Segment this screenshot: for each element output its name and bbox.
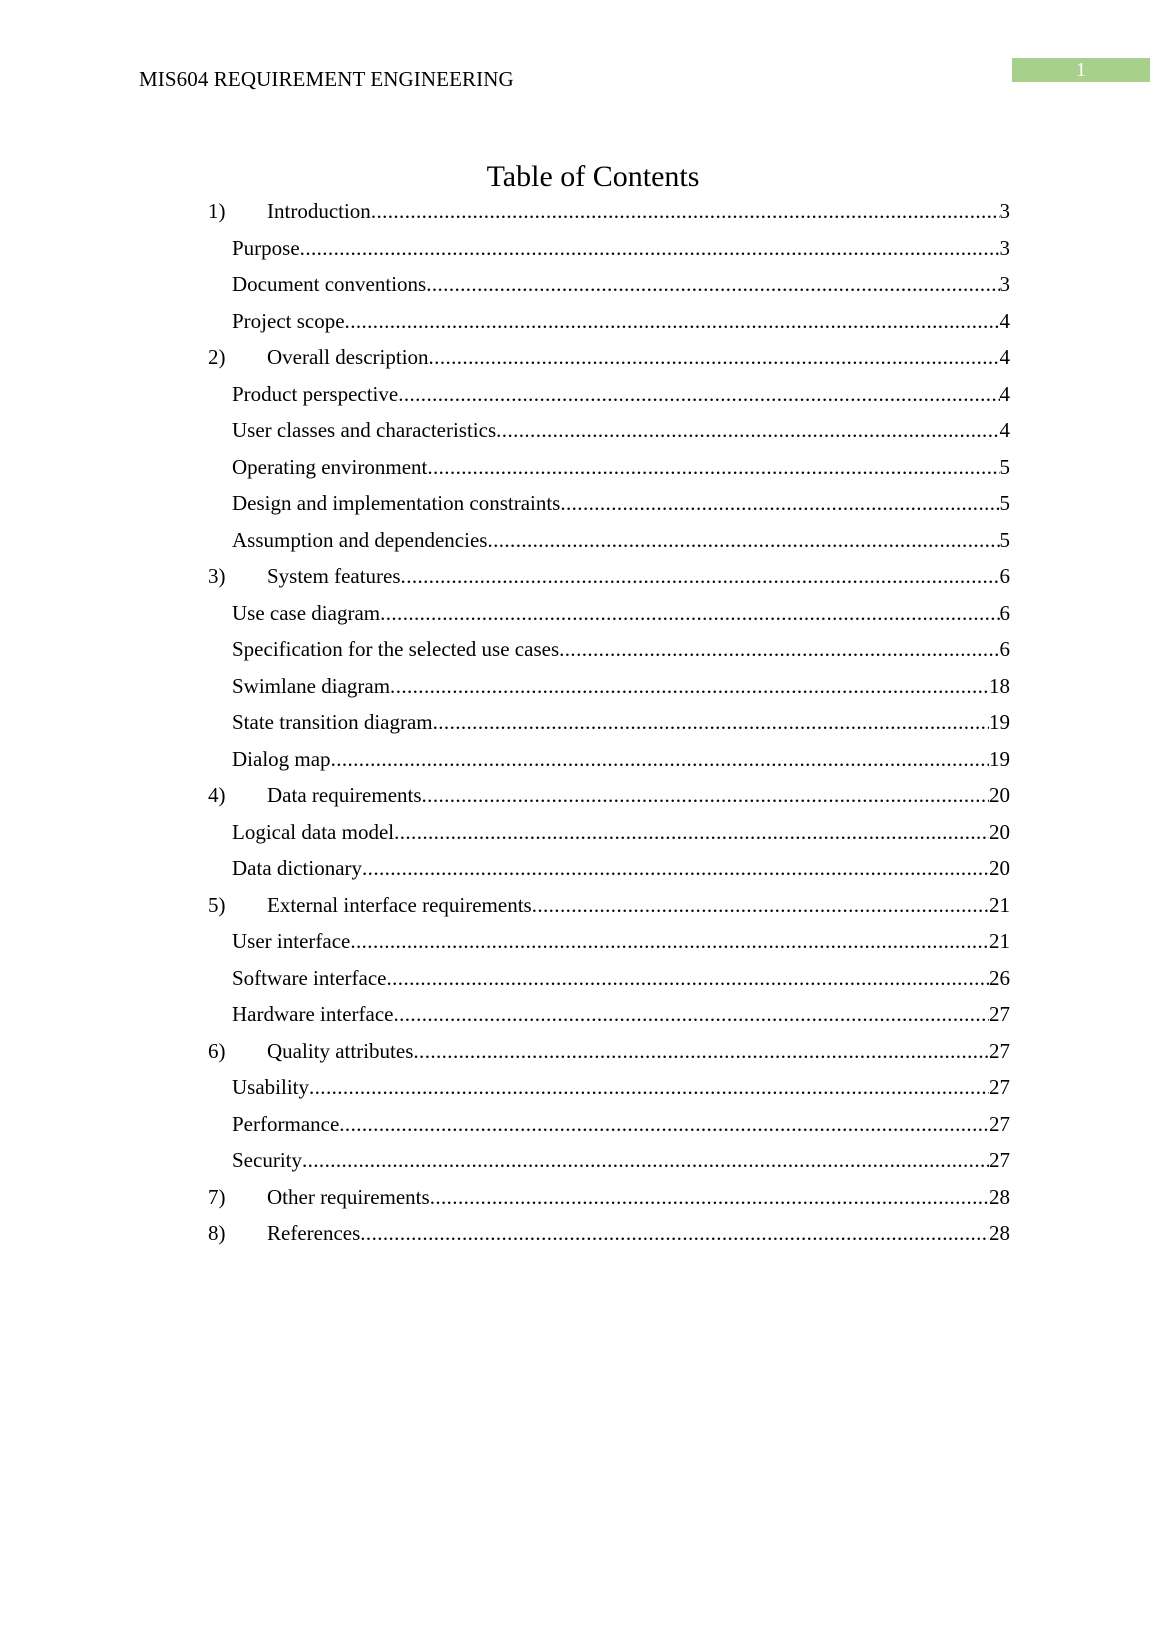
toc-entry[interactable] xyxy=(0,1142,1158,1179)
toc-dot-leader xyxy=(430,1179,989,1216)
toc-entry-page-number: 27 xyxy=(989,1002,1010,1026)
toc-entry[interactable] xyxy=(0,595,1158,632)
toc-entry-page-number: 5 xyxy=(999,491,1010,515)
toc-entry-label: Assumption and dependencies xyxy=(232,527,488,552)
toc-entry-number: 3) xyxy=(208,564,226,588)
toc-entry-row xyxy=(232,704,1010,741)
toc-dot-leader xyxy=(300,230,1000,267)
toc-entry-row xyxy=(232,303,1010,340)
toc-entry-label: Software interface xyxy=(232,965,387,990)
toc-entry-row xyxy=(267,1033,1010,1070)
toc-entry-number: 8) xyxy=(208,1221,226,1245)
toc-dot-leader xyxy=(422,777,989,814)
toc-dot-leader xyxy=(427,449,999,486)
toc-entry[interactable] xyxy=(0,814,1158,851)
toc-entry[interactable] xyxy=(0,777,1158,814)
toc-entry-row xyxy=(232,230,1010,267)
toc-dot-leader xyxy=(487,522,999,559)
toc-entry-label: Operating environment xyxy=(232,454,428,479)
toc-entry[interactable] xyxy=(0,1033,1158,1070)
toc-entry-row xyxy=(232,595,1010,632)
toc-entry-label: Dialog map xyxy=(232,746,331,771)
toc-entry-row xyxy=(232,266,1010,303)
toc-entry-number: 5) xyxy=(208,892,226,917)
toc-entry-number: 2) xyxy=(208,345,226,369)
toc-entry-label: Overall description xyxy=(267,345,429,369)
toc-entry-label: Purpose xyxy=(232,235,300,260)
toc-entry-row xyxy=(232,814,1010,851)
toc-heading: Table of Contents xyxy=(486,160,700,193)
toc-entry-page-number: 5 xyxy=(999,454,1010,479)
toc-entry[interactable] xyxy=(0,1215,1158,1252)
toc-entry-row xyxy=(232,485,1010,522)
toc-entry-page-number: 27 xyxy=(989,1111,1010,1136)
toc-entry-label: Specification for the selected use cases xyxy=(232,637,560,661)
toc-entry-row xyxy=(232,631,1010,668)
toc-entry-page-number: 6 xyxy=(999,564,1010,588)
toc-dot-leader xyxy=(380,595,999,632)
toc-dot-leader xyxy=(429,339,1000,376)
toc-entry-page-number: 6 xyxy=(999,600,1010,625)
toc-entry-label: Document conventions xyxy=(232,272,427,296)
toc-entry-row xyxy=(232,1069,1010,1106)
toc-entry[interactable] xyxy=(0,850,1158,887)
toc-entry-label: Quality attributes xyxy=(267,1038,414,1063)
toc-entry[interactable] xyxy=(0,522,1158,559)
toc-entry[interactable] xyxy=(0,339,1158,376)
toc-entry-label: Swimlane diagram xyxy=(232,673,391,698)
toc-dot-leader xyxy=(345,303,1000,340)
toc-entry-label: Performance xyxy=(232,1111,340,1136)
toc-entry-label: Data dictionary xyxy=(232,856,363,880)
toc-entry-row xyxy=(267,193,1010,230)
toc-entry-row xyxy=(232,668,1010,705)
toc-entry[interactable] xyxy=(0,558,1158,595)
toc-entry-row xyxy=(267,887,1010,924)
toc-entry-row xyxy=(232,960,1010,997)
toc-entry[interactable] xyxy=(0,704,1158,741)
toc-dot-leader xyxy=(413,1033,989,1070)
toc-entry-label: Usability xyxy=(232,1075,309,1099)
toc-entry-page-number: 20 xyxy=(989,819,1010,844)
toc-entry-page-number: 19 xyxy=(989,746,1010,771)
toc-entry-page-number: 5 xyxy=(999,527,1010,552)
toc-entry-row xyxy=(232,376,1010,413)
toc-entry-label: Product perspective xyxy=(232,381,399,406)
toc-entry-row xyxy=(232,923,1010,960)
toc-entry[interactable] xyxy=(0,668,1158,705)
toc-dot-leader xyxy=(309,1069,989,1106)
toc-entry-label: User classes and characteristics xyxy=(232,418,497,442)
toc-entry-row xyxy=(232,1106,1010,1143)
toc-entry-number: 7) xyxy=(208,1184,226,1209)
toc-entry-page-number: 4 xyxy=(999,345,1010,369)
toc-entry-page-number: 21 xyxy=(989,892,1010,917)
toc-entry-page-number: 27 xyxy=(989,1075,1010,1099)
toc-entry[interactable] xyxy=(0,412,1158,449)
toc-dot-leader xyxy=(560,485,999,522)
toc-dot-leader xyxy=(433,704,989,741)
toc-entry[interactable] xyxy=(0,485,1158,522)
toc-entry-page-number: 6 xyxy=(999,637,1010,661)
toc-entry-row xyxy=(232,741,1010,778)
toc-dot-leader xyxy=(390,668,989,705)
toc-dot-leader xyxy=(362,850,989,887)
toc-entry[interactable] xyxy=(0,193,1158,230)
toc-entry-page-number: 4 xyxy=(999,381,1010,406)
toc-entry-row xyxy=(232,522,1010,559)
toc-entry-row xyxy=(232,996,1010,1033)
document-header-title: MIS604 REQUIREMENT ENGINEERING xyxy=(139,67,514,91)
toc-entry-label: Data requirements xyxy=(267,783,422,807)
toc-entry-page-number: 3 xyxy=(999,199,1010,223)
toc-entry[interactable] xyxy=(0,1106,1158,1143)
toc-entry-row xyxy=(267,1215,1010,1252)
toc-entry-label: External interface requirements xyxy=(267,892,532,917)
toc-entry-row xyxy=(232,449,1010,486)
toc-dot-leader xyxy=(532,887,989,924)
toc-dot-leader xyxy=(398,376,999,413)
toc-entry[interactable] xyxy=(0,449,1158,486)
toc-entry[interactable] xyxy=(0,960,1158,997)
toc-entry-number: 1) xyxy=(208,199,226,223)
toc-entry-page-number: 4 xyxy=(999,308,1010,333)
toc-entry-page-number: 28 xyxy=(989,1184,1010,1209)
toc-entry-label: Introduction xyxy=(267,199,371,223)
toc-dot-leader xyxy=(339,1106,989,1143)
toc-entry-label: References xyxy=(267,1221,361,1245)
toc-entry-number: 4) xyxy=(208,783,226,807)
toc-entry[interactable] xyxy=(0,1179,1158,1216)
toc-entry-label: Other requirements xyxy=(267,1184,430,1209)
toc-entry-page-number: 27 xyxy=(989,1148,1010,1172)
toc-entry-page-number: 27 xyxy=(989,1038,1010,1063)
toc-entry-page-number: 3 xyxy=(999,272,1010,296)
toc-entry-row xyxy=(232,850,1010,887)
toc-dot-leader xyxy=(350,923,989,960)
toc-dot-leader xyxy=(371,193,1000,230)
toc-entry-page-number: 26 xyxy=(989,965,1010,990)
toc-entry-label: System features xyxy=(267,564,401,588)
toc-entry-label: Use case diagram xyxy=(232,600,381,625)
toc-dot-leader xyxy=(393,996,989,1033)
toc-entry-label: Project scope xyxy=(232,308,345,333)
toc-entry-page-number: 4 xyxy=(999,418,1010,442)
toc-entry-row xyxy=(232,412,1010,449)
toc-entry-number: 6) xyxy=(208,1038,226,1063)
toc-entry[interactable] xyxy=(0,741,1158,778)
toc-entry[interactable] xyxy=(0,230,1158,267)
table-of-contents xyxy=(0,193,1158,1252)
toc-entry-label: Design and implementation constraints xyxy=(232,491,561,515)
toc-entry[interactable] xyxy=(0,923,1158,960)
toc-dot-leader xyxy=(559,631,999,668)
toc-entry-label: Hardware interface xyxy=(232,1002,394,1026)
toc-entry-label: User interface xyxy=(232,929,351,953)
toc-entry-page-number: 19 xyxy=(989,710,1010,734)
toc-entry-row xyxy=(267,558,1010,595)
toc-entry-page-number: 20 xyxy=(989,856,1010,880)
toc-entry[interactable] xyxy=(0,996,1158,1033)
toc-entry-label: Logical data model xyxy=(232,819,395,844)
toc-entry[interactable] xyxy=(0,631,1158,668)
toc-dot-leader xyxy=(496,412,999,449)
toc-dot-leader xyxy=(331,741,989,778)
toc-entry-label: Security xyxy=(232,1148,302,1172)
toc-entry[interactable] xyxy=(0,266,1158,303)
toc-entry-page-number: 3 xyxy=(999,235,1010,260)
toc-entry-row xyxy=(267,1179,1010,1216)
toc-entry-page-number: 18 xyxy=(989,673,1010,698)
toc-entry[interactable] xyxy=(0,376,1158,413)
toc-entry[interactable] xyxy=(0,1069,1158,1106)
toc-entry-row xyxy=(232,1142,1010,1179)
toc-entry-label: State transition diagram xyxy=(232,710,433,734)
toc-dot-leader xyxy=(401,558,1000,595)
toc-entry-page-number: 21 xyxy=(989,929,1010,953)
toc-dot-leader xyxy=(426,266,999,303)
toc-entry-row xyxy=(267,339,1010,376)
toc-dot-leader xyxy=(302,1142,989,1179)
toc-entry[interactable] xyxy=(0,303,1158,340)
toc-dot-leader xyxy=(387,960,990,997)
toc-dot-leader xyxy=(394,814,989,851)
toc-entry[interactable] xyxy=(0,887,1158,924)
toc-entry-row xyxy=(267,777,1010,814)
toc-entry-page-number: 28 xyxy=(989,1221,1010,1245)
toc-dot-leader xyxy=(360,1215,989,1252)
page-number-badge: 1 xyxy=(1012,58,1150,82)
toc-entry-page-number: 20 xyxy=(989,783,1010,807)
